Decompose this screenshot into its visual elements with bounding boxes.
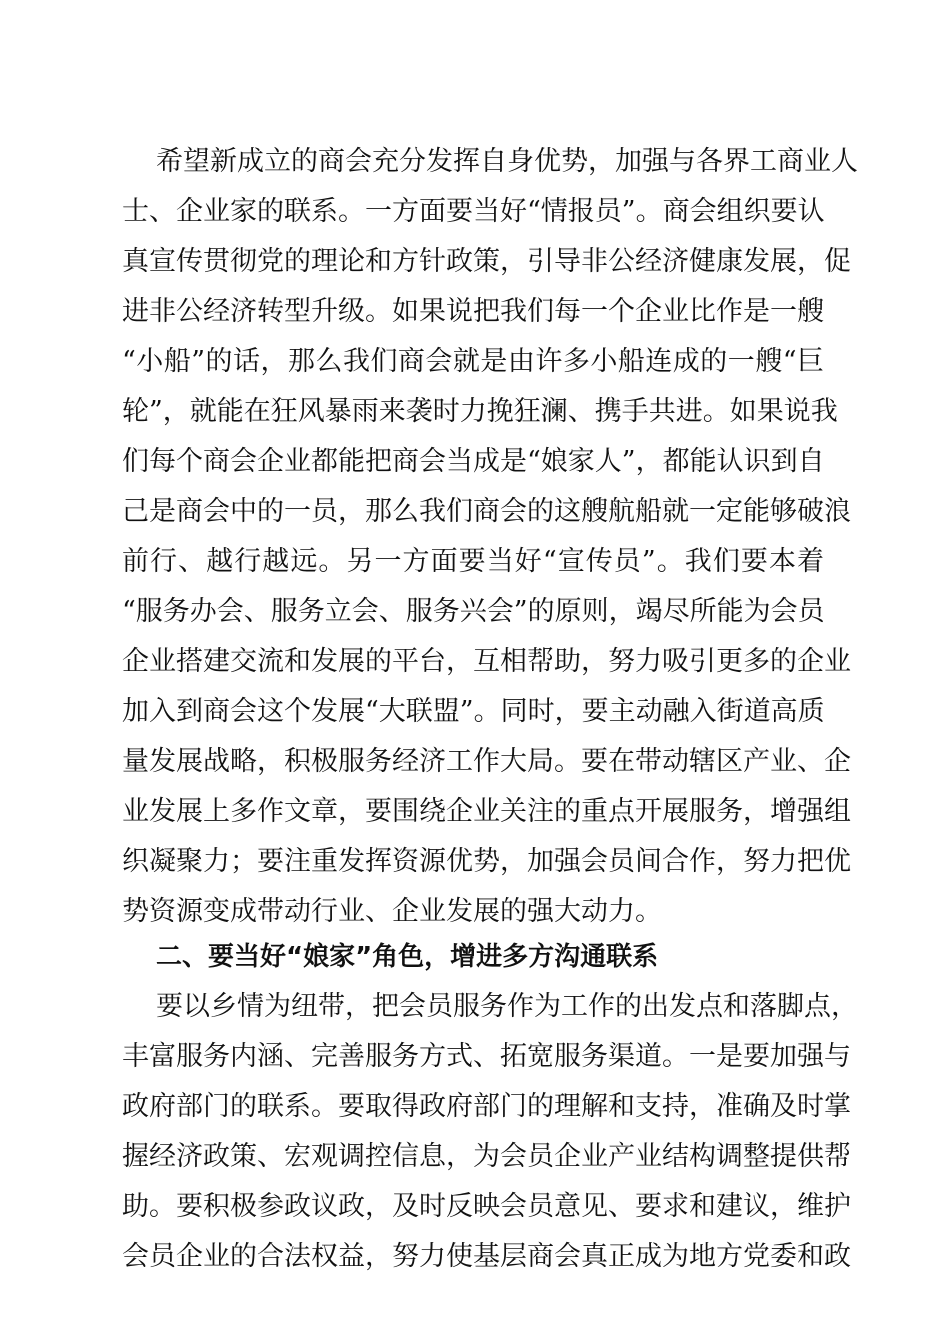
paragraph-line: 量发展战略，积极服务经济工作大局。要在带动辖区产业、企 [122,746,851,777]
section-heading: 二、要当好“娘家”角色，增进多方沟通联系 [156,942,659,972]
paragraph-line: 织凝聚力；要注重发挥资源优势，加强会员间合作，努力把优 [122,846,851,877]
paragraph-line: 前行、越行越远。另一方面要当好“宣传员”。我们要本着 [122,546,824,577]
paragraph-line: 轮”，就能在狂风暴雨来袭时力挽狂澜、携手共进。如果说我 [122,396,838,427]
paragraph-line: 加入到商会这个发展“大联盟”。同时，要主动融入街道高质 [122,696,825,727]
paragraph-line: 会员企业的合法权益，努力使基层商会真正成为地方党委和政 [122,1241,851,1272]
paragraph-line: “服务办会、服务立会、服务兴会”的原则，竭尽所能为会员 [122,596,825,627]
paragraph-line: 们每个商会企业都能把商会当成是“娘家人”，都能认识到自 [122,446,825,477]
paragraph-line: 真宣传贯彻党的理论和方针政策，引导非公经济健康发展，促 [122,246,851,277]
paragraph-line: 要以乡情为纽带，把会员服务作为工作的出发点和落脚点， [156,991,858,1022]
paragraph-line: 握经济政策、宏观调控信息，为会员企业产业结构调整提供帮 [122,1141,851,1172]
paragraph-line: 希望新成立的商会充分发挥自身优势，加强与各界工商业人 [156,146,858,177]
paragraph-line: 丰富服务内涵、完善服务方式、拓宽服务渠道。一是要加强与 [122,1041,851,1072]
paragraph-line: 企业搭建交流和发展的平台，互相帮助，努力吸引更多的企业 [122,646,851,677]
paragraph-line: 进非公经济转型升级。如果说把我们每一个企业比作是一艘 [122,296,824,327]
paragraph-line: 业发展上多作文章，要围绕企业关注的重点开展服务，增强组 [122,796,851,827]
paragraph-line: 士、企业家的联系。一方面要当好“情报员”。商会组织要认 [122,196,825,227]
paragraph-line: 势资源变成带动行业、企业发展的强大动力。 [122,896,662,927]
paragraph-line: 己是商会中的一员，那么我们商会的这艘航船就一定能够破浪 [122,496,851,527]
paragraph-line: 政府部门的联系。要取得政府部门的理解和支持，准确及时掌 [122,1091,851,1122]
paragraph-line: “小船”的话，那么我们商会就是由许多小船连成的一艘“巨 [122,346,824,377]
paragraph-line: 助。要积极参政议政，及时反映会员意见、要求和建议，维护 [122,1191,851,1222]
